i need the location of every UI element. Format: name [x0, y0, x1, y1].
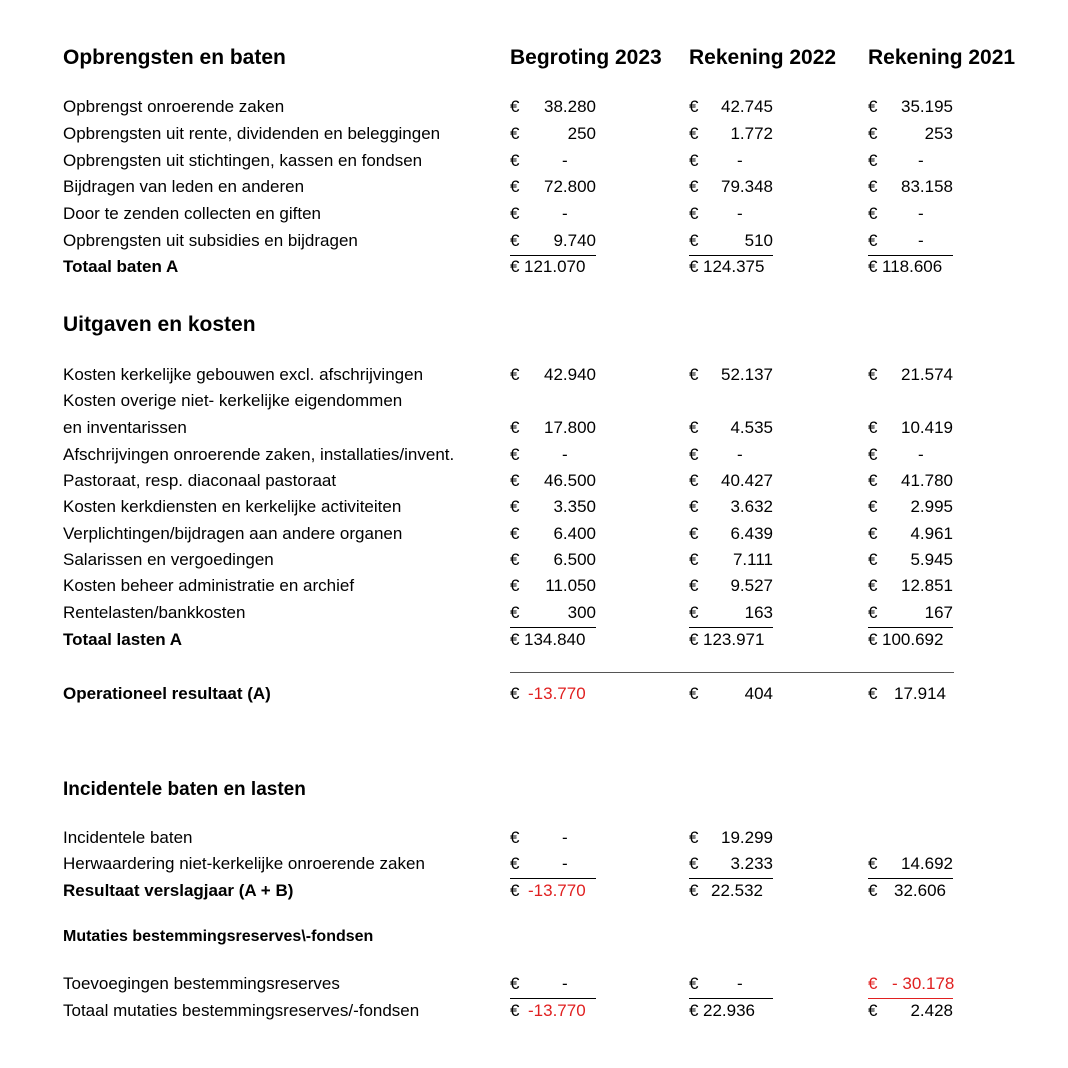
value-cell	[510, 257, 596, 281]
row-label: Kosten beheer administratie en archief	[63, 576, 355, 595]
amount: -13.770	[528, 881, 586, 900]
value-cell	[868, 418, 953, 442]
row-label: en inventarissen	[63, 418, 187, 437]
currency-symbol: €	[510, 881, 520, 900]
currency-symbol: €	[689, 524, 699, 543]
row-label: Kosten kerkdiensten en kerkelijke activiteiten	[63, 497, 402, 516]
row-label: Totaal baten A	[63, 257, 179, 276]
currency-symbol: €	[868, 257, 878, 276]
amount: 118.606	[882, 257, 943, 276]
amount: 79.348	[721, 177, 773, 196]
value-cell	[689, 418, 773, 442]
amount: 2.995	[910, 497, 953, 516]
amount: 9.740	[553, 231, 596, 250]
amount: 167	[924, 603, 953, 622]
row-label: Operationeel resultaat (A)	[63, 684, 271, 703]
value-cell	[510, 471, 596, 495]
currency-symbol: €	[868, 576, 878, 595]
currency-symbol: €	[510, 1001, 520, 1020]
currency-symbol: €	[868, 550, 878, 569]
column-header-rekening-2022: Rekening 2022	[689, 46, 837, 69]
amount: 250	[567, 124, 596, 143]
amount: 4.961	[910, 524, 953, 543]
row-label: Verplichtingen/bijdragen aan andere organen	[63, 524, 403, 543]
currency-symbol: €	[510, 231, 520, 250]
value-cell	[510, 684, 596, 708]
row-label: Kosten kerkelijke gebouwen excl. afschrijvingen	[63, 365, 424, 384]
amount: -13.770	[528, 1001, 586, 1020]
currency-symbol: €	[689, 576, 699, 595]
value-cell	[689, 151, 773, 175]
currency-symbol: €	[689, 97, 699, 116]
currency-symbol: €	[689, 124, 699, 143]
currency-symbol: €	[868, 151, 878, 170]
amount: -	[737, 151, 743, 170]
currency-symbol: €	[510, 204, 520, 223]
amount: -	[737, 974, 743, 993]
currency-symbol: €	[689, 881, 699, 900]
value-cell	[510, 550, 596, 574]
amount: 124.375	[703, 257, 765, 276]
currency-symbol: €	[868, 124, 878, 143]
currency-symbol: €	[868, 630, 878, 649]
value-cell	[868, 471, 953, 495]
currency-symbol: €	[510, 471, 520, 490]
row-label: Pastoraat, resp. diaconaal pastoraat	[63, 471, 337, 490]
currency-symbol: €	[510, 974, 520, 993]
amount: -	[918, 151, 924, 170]
amount: 46.500	[544, 471, 596, 490]
amount: -	[562, 204, 568, 223]
value-cell	[868, 177, 953, 201]
value-cell	[868, 1001, 953, 1025]
value-cell	[868, 881, 953, 905]
currency-symbol: €	[868, 974, 878, 993]
amount: 6.400	[553, 524, 596, 543]
amount: 163	[744, 603, 773, 622]
currency-symbol: €	[868, 471, 878, 490]
value-cell	[689, 497, 773, 521]
currency-symbol: €	[510, 124, 520, 143]
currency-symbol: €	[510, 550, 520, 569]
currency-symbol: €	[868, 603, 878, 622]
value-cell	[868, 854, 953, 879]
amount: 10.419	[901, 418, 953, 437]
value-cell	[510, 97, 596, 121]
row-label: Opbrengst onroerende zaken	[63, 97, 285, 116]
value-cell	[868, 445, 953, 469]
row-label: Opbrengsten uit rente, dividenden en beleggingen	[63, 124, 441, 143]
currency-symbol: €	[689, 974, 699, 993]
row-label: Totaal lasten A	[63, 630, 183, 649]
value-cell	[510, 1001, 596, 1025]
value-cell	[510, 854, 596, 879]
value-cell	[510, 576, 596, 600]
currency-symbol: €	[689, 603, 699, 622]
value-cell	[868, 550, 953, 574]
amount: 42.940	[544, 365, 596, 384]
value-cell	[689, 97, 773, 121]
row-label: Totaal mutaties bestemmingsreserves/-fondsen	[63, 1001, 420, 1020]
value-cell	[510, 630, 596, 654]
amount: -	[562, 854, 568, 873]
amount: - 30.178	[892, 974, 955, 993]
amount: 6.439	[730, 524, 773, 543]
amount: 40.427	[721, 471, 773, 490]
currency-symbol: €	[510, 177, 520, 196]
value-cell	[510, 497, 596, 521]
amount: 12.851	[901, 576, 953, 595]
value-cell	[689, 204, 773, 228]
currency-symbol: €	[868, 204, 878, 223]
amount: -	[562, 151, 568, 170]
currency-symbol: €	[689, 1001, 699, 1020]
value-cell	[689, 684, 773, 708]
value-cell	[510, 828, 596, 852]
value-cell	[689, 124, 773, 148]
currency-symbol: €	[868, 524, 878, 543]
value-cell	[689, 445, 773, 469]
currency-symbol: €	[510, 257, 520, 276]
amount: 38.280	[544, 97, 596, 116]
amount: 22.936	[703, 1001, 755, 1020]
currency-symbol: €	[868, 418, 878, 437]
value-cell	[868, 124, 953, 148]
currency-symbol: €	[689, 257, 699, 276]
column-header-rekening-2021: Rekening 2021	[868, 46, 1016, 69]
value-cell	[510, 974, 596, 999]
row-label: Bijdragen van leden en anderen	[63, 177, 305, 196]
currency-symbol: €	[510, 828, 520, 847]
section-title-opbrengsten: Opbrengsten en baten	[63, 46, 286, 69]
value-cell	[689, 550, 773, 574]
currency-symbol: €	[868, 881, 878, 900]
amount: 3.350	[553, 497, 596, 516]
amount: 9.527	[730, 576, 773, 595]
currency-symbol: €	[868, 365, 878, 384]
value-cell	[510, 418, 596, 442]
row-label: Resultaat verslagjaar (A + B)	[63, 881, 294, 900]
amount: -13.770	[528, 684, 586, 703]
value-cell	[868, 257, 953, 281]
currency-symbol: €	[510, 151, 520, 170]
value-cell	[689, 231, 773, 256]
value-cell	[689, 603, 773, 628]
currency-symbol: €	[689, 177, 699, 196]
value-cell	[689, 576, 773, 600]
currency-symbol: €	[689, 497, 699, 516]
value-cell	[868, 97, 953, 121]
amount: 21.574	[901, 365, 953, 384]
currency-symbol: €	[689, 550, 699, 569]
row-label: Rentelasten/bankkosten	[63, 603, 246, 622]
amount: 253	[924, 124, 953, 143]
currency-symbol: €	[868, 97, 878, 116]
value-cell	[868, 630, 953, 654]
value-cell	[689, 177, 773, 201]
value-cell	[868, 231, 953, 256]
value-cell	[689, 365, 773, 389]
value-cell	[510, 204, 596, 228]
value-cell	[868, 603, 953, 628]
amount: 100.692	[882, 630, 944, 649]
amount: 6.500	[553, 550, 596, 569]
value-cell	[510, 524, 596, 548]
row-label: Herwaardering niet-kerkelijke onroerende zaken	[63, 854, 425, 873]
amount: 35.195	[901, 97, 953, 116]
amount: 404	[744, 684, 773, 703]
value-cell	[868, 684, 953, 708]
amount: 52.137	[721, 365, 773, 384]
value-cell	[689, 881, 773, 905]
amount: 134.840	[524, 630, 586, 649]
amount: 14.692	[901, 854, 953, 873]
amount: 300	[567, 603, 596, 622]
amount: 510	[744, 231, 773, 250]
currency-symbol: €	[868, 497, 878, 516]
amount: 19.299	[721, 828, 773, 847]
amount: 17.800	[544, 418, 596, 437]
currency-symbol: €	[689, 471, 699, 490]
amount: 121.070	[524, 257, 586, 276]
amount: 17.914	[894, 684, 946, 703]
value-cell	[868, 576, 953, 600]
currency-symbol: €	[510, 576, 520, 595]
value-cell	[510, 124, 596, 148]
amount: 32.606	[894, 881, 946, 900]
currency-symbol: €	[689, 231, 699, 250]
currency-symbol: €	[689, 365, 699, 384]
amount: 5.945	[910, 550, 953, 569]
amount: 2.428	[910, 1001, 953, 1020]
row-label: Toevoegingen bestemmingsreserves	[63, 974, 340, 993]
amount: 11.050	[545, 576, 596, 595]
value-cell	[510, 445, 596, 469]
value-cell	[510, 231, 596, 256]
currency-symbol: €	[510, 97, 520, 116]
section-title: Incidentele baten en lasten	[63, 779, 306, 800]
value-cell	[689, 524, 773, 548]
value-cell	[510, 365, 596, 389]
row-label: Incidentele baten	[63, 828, 193, 847]
amount: 83.158	[901, 177, 953, 196]
amount: 7.111	[732, 550, 773, 569]
currency-symbol: €	[510, 854, 520, 873]
amount: -	[737, 445, 743, 464]
currency-symbol: €	[689, 445, 699, 464]
amount: -	[918, 204, 924, 223]
amount: -	[737, 204, 743, 223]
value-cell	[510, 881, 596, 905]
amount: 72.800	[544, 177, 596, 196]
currency-symbol: €	[689, 151, 699, 170]
value-cell	[868, 204, 953, 228]
amount: 3.632	[730, 497, 773, 516]
currency-symbol: €	[689, 204, 699, 223]
value-cell	[510, 151, 596, 175]
value-cell	[510, 177, 596, 201]
value-cell	[689, 854, 773, 879]
currency-symbol: €	[689, 630, 699, 649]
currency-symbol: €	[868, 177, 878, 196]
row-label: Kosten overige niet- kerkelijke eigendommen	[63, 391, 403, 410]
amount: 42.745	[721, 97, 773, 116]
value-cell	[689, 974, 773, 999]
value-cell	[689, 471, 773, 495]
currency-symbol: €	[868, 231, 878, 250]
currency-symbol: €	[689, 418, 699, 437]
value-cell	[868, 524, 953, 548]
currency-symbol: €	[868, 445, 878, 464]
value-cell	[868, 365, 953, 389]
currency-symbol: €	[510, 445, 520, 464]
value-cell	[689, 630, 773, 654]
amount: 1.772	[730, 124, 773, 143]
column-header-begroting-2023: Begroting 2023	[510, 46, 662, 69]
currency-symbol: €	[868, 854, 878, 873]
row-label: Door te zenden collecten en giften	[63, 204, 322, 223]
value-cell	[868, 151, 953, 175]
currency-symbol: €	[510, 603, 520, 622]
currency-symbol: €	[510, 418, 520, 437]
currency-symbol: €	[868, 684, 878, 703]
currency-symbol: €	[510, 365, 520, 384]
amount: -	[562, 445, 568, 464]
value-cell	[689, 257, 773, 281]
currency-symbol: €	[510, 684, 520, 703]
section-title: Mutaties bestemmingsreserves\-fondsen	[63, 928, 374, 945]
currency-symbol: €	[689, 684, 699, 703]
separator-line	[510, 672, 954, 673]
row-label: Afschrijvingen onroerende zaken, installaties/invent.	[63, 445, 455, 464]
value-cell	[510, 603, 596, 628]
row-label: Salarissen en vergoedingen	[63, 550, 274, 569]
amount: 3.233	[730, 854, 773, 873]
currency-symbol: €	[510, 630, 520, 649]
value-cell	[868, 974, 953, 999]
value-cell	[689, 1001, 773, 1025]
amount: -	[562, 974, 568, 993]
currency-symbol: €	[510, 497, 520, 516]
row-label: Opbrengsten uit subsidies en bijdragen	[63, 231, 358, 250]
section-title: Uitgaven en kosten	[63, 313, 256, 336]
amount: 4.535	[730, 418, 773, 437]
amount: 22.532	[711, 881, 763, 900]
amount: -	[918, 231, 924, 250]
currency-symbol: €	[510, 524, 520, 543]
currency-symbol: €	[868, 1001, 878, 1020]
row-label: Opbrengsten uit stichtingen, kassen en fondsen	[63, 151, 423, 170]
value-cell	[689, 828, 773, 852]
currency-symbol: €	[689, 854, 699, 873]
amount: -	[562, 828, 568, 847]
value-cell	[868, 497, 953, 521]
currency-symbol: €	[689, 828, 699, 847]
amount: -	[918, 445, 924, 464]
amount: 123.971	[703, 630, 765, 649]
amount: 41.780	[901, 471, 953, 490]
